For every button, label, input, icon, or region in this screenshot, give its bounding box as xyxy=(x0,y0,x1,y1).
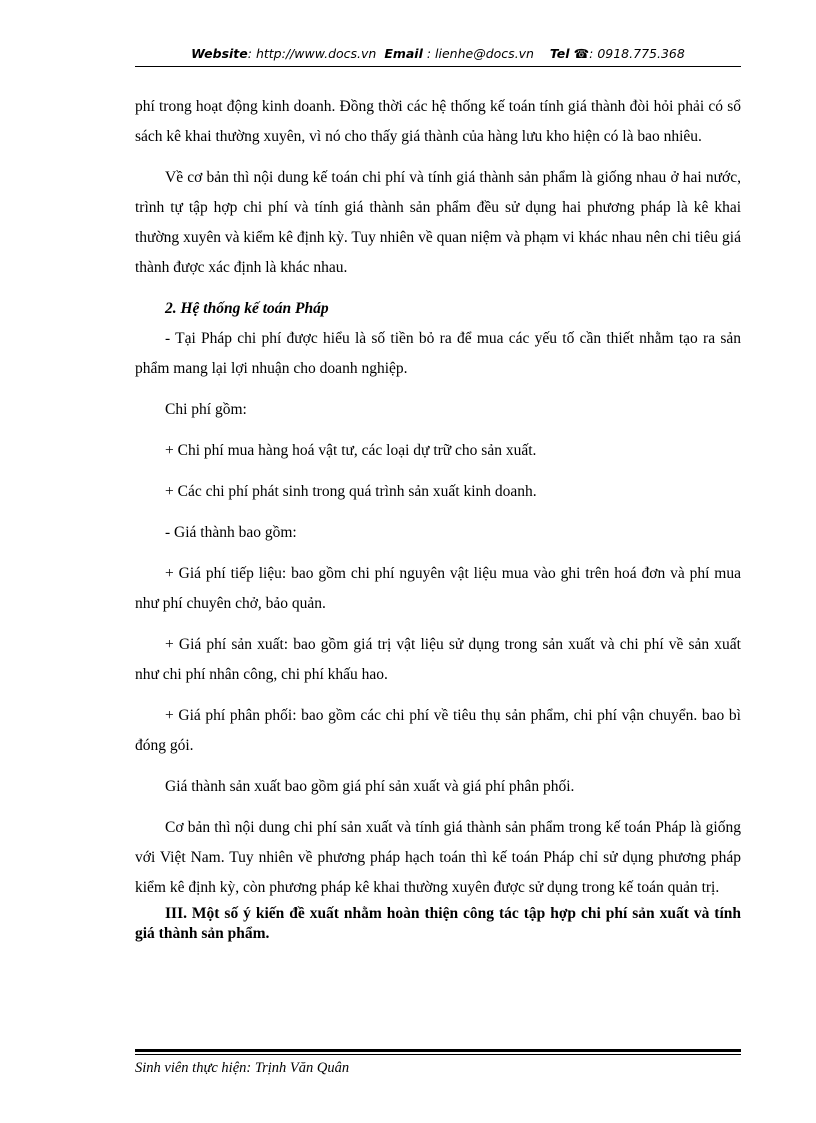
page-footer: Sinh viên thực hiện: Trịnh Văn Quân xyxy=(135,1060,350,1076)
paragraph-1: phí trong hoạt động kinh doanh. Đồng thời các hệ thống kế toán tính giá thành đòi hỏi phải có sổ sách kê khai thường xuyên, vì nó cho thấy giá thành của hàng lưu kho hiện có là bao nhiêu. xyxy=(135,98,741,145)
paragraph-6: + Các chi phí phát sinh trong quá trình sản xuất kinh doanh. xyxy=(165,483,537,500)
paragraph-11: Giá thành sản xuất bao gồm giá phí sản xuất và giá phí phân phối. xyxy=(165,778,575,795)
document-body xyxy=(135,92,741,944)
email-label: Email xyxy=(384,46,423,61)
paragraph-9: + Giá phí sản xuất: bao gồm giá trị vật liệu sử dụng trong sản xuất và chi phí về sản xuất như chi phí nhân công, chi phí khấu hao. xyxy=(135,636,741,683)
page-header xyxy=(135,46,741,61)
tel-label: Tel xyxy=(549,46,570,61)
header-rule xyxy=(135,66,741,67)
paragraph-2: Về cơ bản thì nội dung kế toán chi phí và tính giá thành sản phẩm là giống nhau ở hai nước, trình tự tập hợp chi phí và tính giá thành sản phẩm đều sử dụng hai phương pháp là kê khai thường xuyên và kiểm kê định kỳ. Tuy nhiên về quan niệm và phạm vi khác nhau nên chi tiêu giá thành được xác định là khác nhau. xyxy=(135,169,741,276)
paragraph-10: + Giá phí phân phối: bao gồm các chi phí về tiêu thụ sản phẩm, chi phí vận chuyển. bao bì đóng gói. xyxy=(135,707,741,754)
footer-rule-thin xyxy=(135,1054,741,1055)
paragraph-3: - Tại Pháp chi phí được hiểu là số tiền bỏ ra để mua các yếu tố cần thiết nhằm tạo ra sản phẩm mang lại lợi nhuận cho doanh nghiệp. xyxy=(135,330,741,377)
paragraph-12: Cơ bản thì nội dung chi phí sản xuất và tính giá thành sản phẩm trong kế toán Pháp là giống với Việt Nam. Tuy nhiên về phương pháp hạch toán thì kế toán Pháp chỉ sử dụng phương pháp kiểm kê định kỳ, còn phương pháp kê khai thường xuyên được sử dụng trong kế toán quản trị. xyxy=(135,819,741,896)
website-value: : http://www.docs.vn xyxy=(247,46,377,61)
email-value: : lienhe@docs.vn xyxy=(422,46,534,61)
phone-icon: ☎ xyxy=(573,46,590,61)
section-heading-2: 2. Hệ thống kế toán Pháp xyxy=(165,300,329,317)
tel-value: : 0918.775.368 xyxy=(589,46,685,61)
paragraph-5: + Chi phí mua hàng hoá vật tư, các loại dự trữ cho sản xuất. xyxy=(165,442,537,459)
footer-rule-thick xyxy=(135,1049,741,1052)
paragraph-8: + Giá phí tiếp liệu: bao gồm chi phí nguyên vật liệu mua vào ghi trên hoá đơn và phí mua như phí chuyên chở, bảo quản. xyxy=(135,565,741,612)
paragraph-4: Chi phí gồm: xyxy=(165,401,247,418)
section-heading-3: III. Một số ý kiến đề xuất nhằm hoàn thiện công tác tập hợp chi phí sản xuất và tính giá thành sản phẩm. xyxy=(135,905,741,942)
paragraph-7: - Giá thành bao gồm: xyxy=(165,524,297,541)
website-label: Website xyxy=(191,46,248,61)
